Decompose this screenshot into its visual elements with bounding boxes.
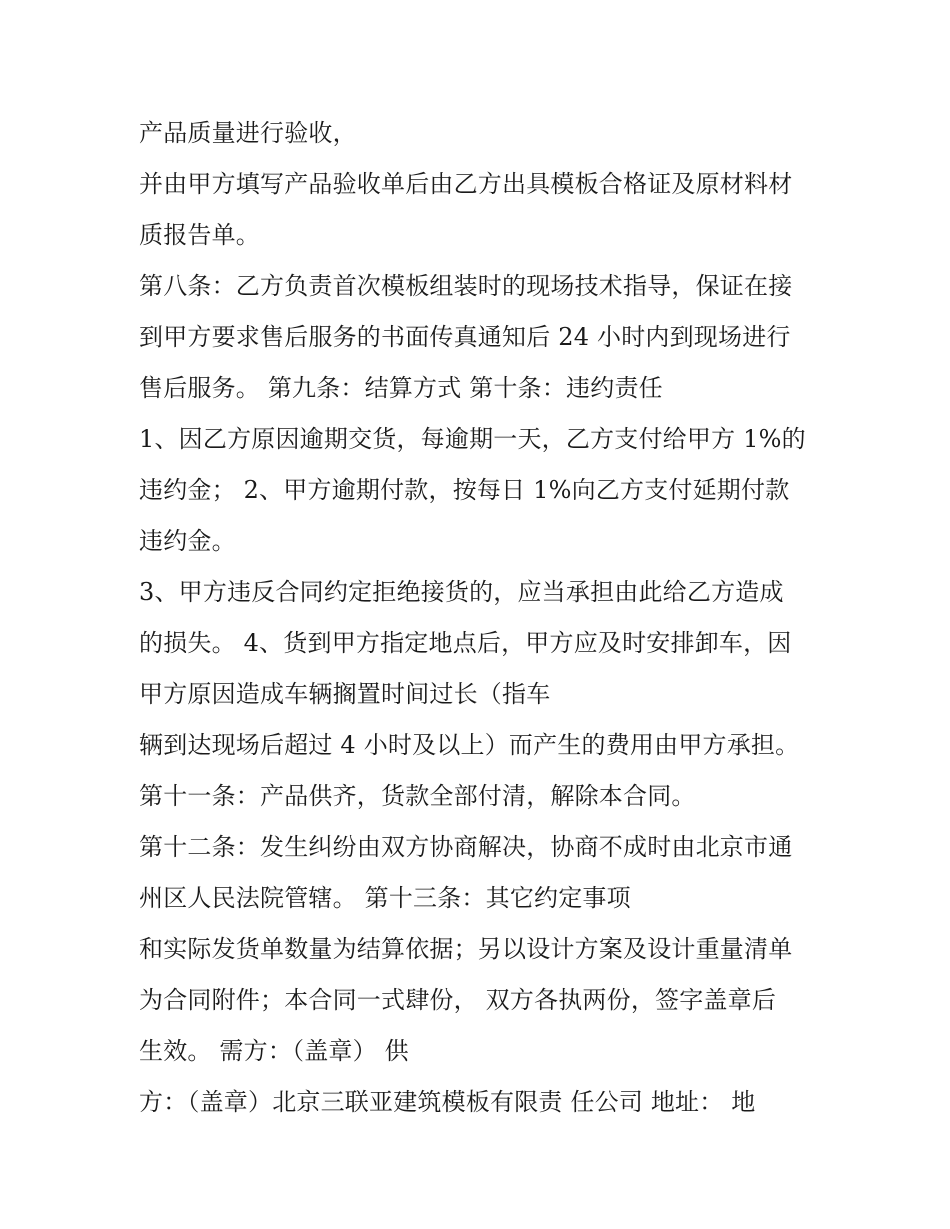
text-line: 方：（盖章）北京三联亚建筑模板有限责 任公司 地址： 地	[139, 1088, 756, 1116]
text-line: 辆到达现场后超过 4 小时及以上）而产生的费用由甲方承担。	[139, 731, 800, 759]
text-line: 第十一条：产品供齐，货款全部付清，解除本合同。	[139, 782, 696, 810]
text-line: 生效。 需方：（盖章） 供	[139, 1037, 409, 1065]
text-line: 的损失。 4、货到甲方指定地点后，甲方应及时安排卸车，因	[139, 629, 792, 657]
contract-text	[139, 108, 829, 1128]
text-line: 质报告单。	[139, 221, 260, 249]
text-line: 第十二条：发生纠纷由双方协商解决，协商不成时由北京市通	[139, 833, 793, 861]
text-line: 第八条：乙方负责首次模板组装时的现场技术指导，保证在接	[139, 272, 793, 300]
text-line: 到甲方要求售后服务的书面传真通知后 24 小时内到现场进行	[139, 323, 791, 351]
text-line: 产品质量进行验收，	[139, 119, 357, 147]
text-line: 1、因乙方原因逾期交货，每逾期一天，乙方支付给甲方 1%的	[139, 425, 806, 453]
text-line: 3、甲方违反合同约定拒绝接货的，应当承担由此给乙方造成	[139, 578, 784, 606]
text-line: 并由甲方填写产品验收单后由乙方出具模板合格证及原材料材	[139, 170, 793, 198]
text-line: 甲方原因造成车辆搁置时间过长（指车	[139, 680, 551, 708]
text-line: 州区人民法院管辖。 第十三条：其它约定事项	[139, 884, 631, 912]
text-line: 违约金； 2、甲方逾期付款，按每日 1%向乙方支付延期付款	[139, 476, 790, 504]
text-line: 为合同附件；本合同一式肆份， 双方各执两份，签字盖章后	[139, 986, 777, 1014]
text-line: 售后服务。 第九条：结算方式 第十条：违约责任	[139, 374, 663, 402]
text-line: 违约金。	[139, 527, 236, 555]
text-line: 和实际发货单数量为结算依据；另以设计方案及设计重量清单	[139, 935, 793, 963]
